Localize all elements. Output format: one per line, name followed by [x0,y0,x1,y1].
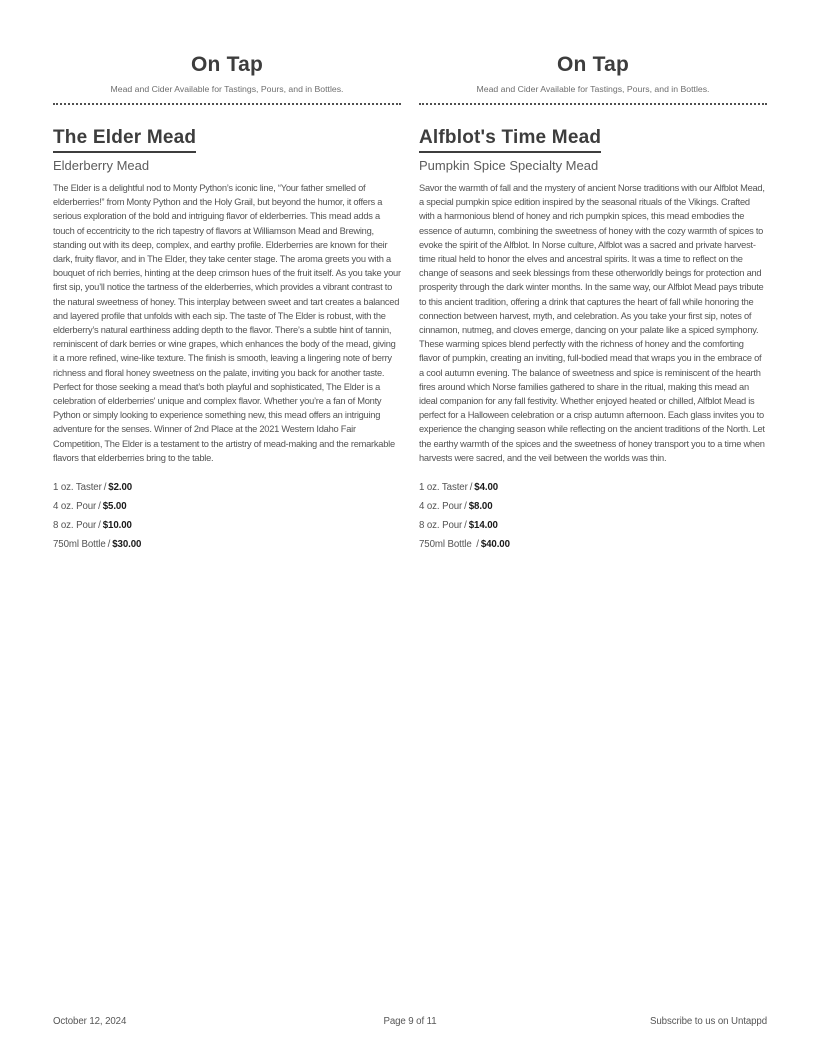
on-tap-subtitle: Mead and Cider Available for Tastings, Pours, and in Bottles. [110,84,344,94]
price-label: 1 oz. Taster [53,482,102,494]
price-label: 1 oz. Taster [419,482,468,494]
price-amount: $4.00 [474,482,499,494]
dotted-divider [53,103,401,105]
price-amount: $2.00 [108,482,133,494]
price-amount: $5.00 [102,501,127,513]
price-amount: $30.00 [112,539,142,551]
mead-name: Alfblot's Time Mead [419,127,767,153]
price-amount: $8.00 [468,501,493,513]
price-label: 4 oz. Pour [419,501,463,513]
price-label: 4 oz. Pour [53,501,97,513]
footer-subscribe-link[interactable]: Subscribe to us on Untappd [650,1016,767,1027]
price-label: 750ml Bottle [53,539,106,551]
mead-description: The Elder is a delightful nod to Monty Python’s iconic line, “Your father smelled of elderberries!” from Monty Python and the Holy Grail, but beyond the humor, it offers a serious exploration of the bold and intriguing flavor of elderberries. This mead adds a touch of eccentricity to the rich tapestry of flavors at Williamson Mead and Brewing, standing out with its deep, complex, and earthy profile. Elderberries are known for their dark, fruity flavor, and in The Elder, they take center stage. The aroma greets you with a bouquet of rich berries, hinting at the deep crimson hues of the fruit itself. As you take your first sip, you’ll notice the tartness of the elderberries, which provides a vibrant contrast to the natural sweetness of honey. This interplay between sweet and tart creates a balanced and layered profile that unfolds with each sip. The taste of The Elder is robust, with the elderberry’s natural earthiness adding depth to the flavor. There’s a subtle hint of tannin, reminiscent of dark berries or wine grapes, which enhances the body of the mead, giving it a more refined, wine-like texture. The finish is smooth, leaving a lingering note of berry richness and floral honey sweetness on the palate, inviting you back for another taste. Perfect for those seeking a mead that’s both playful and sophisticated, The Elder is a celebration of elderberries' unique and complex flavor. Whether you’re a fan of Monty Python or simply looking to experience something new, this mead offers an intriguing adventure for the senses. Winner of 2nd Place at the 2021 Western Idaho Fair Competition, The Elder is a testament to the artistry of mead-making and the remarkable flavors that elderberries bring to the table. [53,183,401,463]
menu-columns [53,0,767,554]
column-header [53,0,401,105]
mead-style: Elderberry Mead [53,158,150,173]
price-amount: $14.00 [468,520,498,532]
price-amount: $10.00 [102,520,132,532]
footer-date: October 12, 2024 [53,1016,127,1027]
price-separator: / [476,539,479,551]
on-tap-title: On Tap [191,53,263,76]
price-row [419,516,767,535]
dotted-divider [419,103,767,105]
price-row [419,478,767,497]
price-separator: / [98,501,101,513]
price-separator: / [464,501,467,513]
column-header [419,0,767,105]
price-row [53,478,401,497]
price-row [419,497,767,516]
price-label: 8 oz. Pour [53,520,97,532]
price-separator: / [464,520,467,532]
price-row [53,497,401,516]
price-row [53,516,401,535]
price-separator: / [469,482,473,494]
menu-column-left [53,0,401,554]
on-tap-title: On Tap [557,53,629,76]
mead-style: Pumpkin Spice Specialty Mead [419,158,599,173]
price-row [53,535,401,554]
price-separator: / [107,539,111,551]
footer-page-number: Page 9 of 11 [383,1016,437,1027]
mead-description: Savor the warmth of fall and the mystery of ancient Norse traditions with our Alfblot Mead, a special pumpkin spice edition inspired by the seasonal rituals of the Vikings. Crafted with a harmonious blend of honey and rich pumpkin spices, this mead embodies the essence of autumn, combining the sweetness of honey with the cozy warmth of spices to evoke the spirit of the Alfblot. In Norse culture, Alfblot was a sacred and private harvest-time ritual held to honor the elves and ancestral spirits. It was a time to reflect on the change of seasons and seek blessings from these otherworldly beings for protection and prosperity through the dark winter months. In the same way, our Alfblot Mead pays tribute to this ancient tradition, offering a drink that captures the heart of fall while honoring the connection between harvest, myth, and celebration. As you take your first sip, notes of cinnamon, nutmeg, and cloves emerge, dancing on your palate like a spiced symphony. These warming spices blend perfectly with the richness of honey and the comforting flavor of pumpkin, creating an inviting, full-bodied mead that wraps you in the embrace of a cool autumn evening. The balance of sweetness and spice is reminiscent of the hearth fires around which Norse families gathered to share in the ritual, making this mead an ideal companion for any fall festivity. Whether enjoyed heated or chilled, Alfblot Mead is perfect for a Halloween celebration or a crisp autumn afternoon. Each glass invites you to experience the changing season while reflecting on the ancient traditions of the North. Let the earthy warmth of the spices and the sweetness of honey transport you to a time when harvests were sacred, and the veil between the worlds was thin. [419,183,765,463]
page-footer [53,1016,767,1027]
price-label: 8 oz. Pour [419,520,463,532]
menu-column-right [419,0,767,554]
price-amount: $40.00 [480,539,510,551]
price-label: 750ml Bottle [419,539,475,551]
price-list [53,478,401,554]
mead-name: The Elder Mead [53,127,401,153]
price-separator: / [98,520,101,532]
on-tap-subtitle: Mead and Cider Available for Tastings, Pours, and in Bottles. [476,84,710,94]
price-row [419,535,767,554]
price-list [419,478,767,554]
price-separator: / [103,482,107,494]
